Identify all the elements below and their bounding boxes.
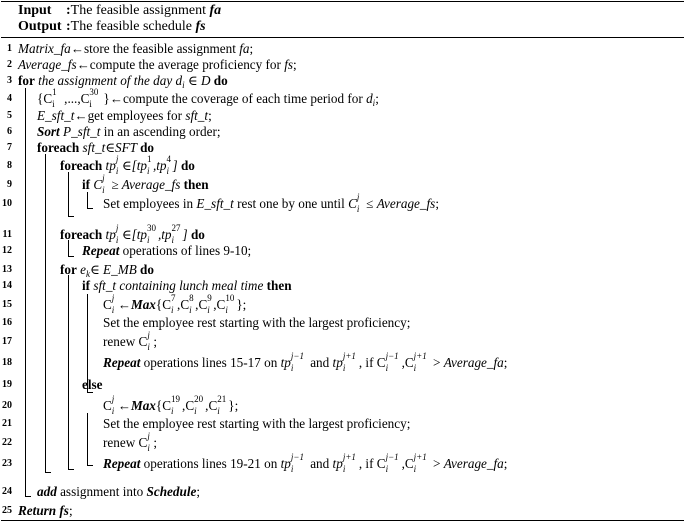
var: tp — [280, 456, 291, 471]
line-number: 14 — [2, 280, 12, 291]
var: sft_t — [185, 108, 209, 123]
superscript: j+1 — [413, 452, 427, 462]
matrix-fa-var: Matrix_fa — [18, 41, 71, 56]
subscript: i — [111, 406, 115, 416]
keyword: Sort — [37, 124, 60, 139]
subscript: i — [189, 305, 192, 315]
keyword: foreach — [60, 227, 103, 242]
subscript: i — [115, 235, 119, 245]
algo-line-19 — [82, 377, 103, 393]
text: ; — [375, 91, 379, 106]
subscript: i — [290, 363, 294, 373]
scope-tick — [68, 216, 74, 217]
superscript: 7 — [171, 293, 176, 303]
algo-line-15 — [103, 293, 247, 315]
text: C — [138, 334, 148, 349]
text: ; — [503, 456, 508, 471]
var: Average_fa — [443, 355, 504, 370]
keyword: else — [82, 377, 103, 392]
scope-tick — [68, 469, 74, 470]
text: Set the employee rest starting with the largest proficiency; — [103, 315, 411, 330]
superscript: 1 — [52, 87, 57, 97]
scope-bar-foreach-sft — [45, 154, 46, 472]
text: ; — [196, 484, 201, 499]
output-colon: : — [66, 19, 71, 34]
scope-tick — [25, 496, 31, 497]
var: d — [366, 91, 373, 106]
var: tp — [102, 227, 116, 242]
subscript: i — [413, 363, 417, 373]
algo-line-3 — [18, 73, 228, 89]
subscript: i — [147, 443, 150, 453]
subscript: i — [182, 80, 185, 90]
text: ←get employees for — [74, 108, 186, 123]
line-number: 16 — [2, 317, 12, 328]
keyword: do — [140, 140, 155, 155]
text: ] — [182, 227, 191, 242]
text: the assignment of the day — [34, 73, 176, 88]
var: e — [76, 262, 86, 277]
superscript: 27 — [171, 223, 181, 233]
text: Set employees in — [103, 196, 197, 211]
text: ,C — [205, 398, 218, 413]
scope-bar-if-coverage — [87, 192, 88, 208]
line-number: 3 — [7, 75, 12, 86]
subscript: i — [89, 99, 92, 109]
scope-tick — [87, 208, 93, 209]
algo-line-22 — [103, 431, 157, 453]
text: operations lines 15-17 on — [140, 355, 281, 370]
subscript: i — [207, 305, 210, 315]
var: tp — [102, 158, 116, 173]
text: {C — [155, 297, 172, 312]
scope-tick — [87, 465, 93, 466]
line-number: 2 — [7, 59, 12, 70]
text: ; — [208, 108, 212, 123]
line-number: 18 — [2, 357, 12, 368]
text: ; — [293, 57, 297, 72]
algo-line-8 — [60, 154, 195, 176]
var: fs — [284, 57, 294, 72]
text: ,C — [195, 297, 208, 312]
text: ; — [249, 41, 254, 56]
superscript: 21 — [217, 394, 227, 404]
subscript: i — [102, 185, 105, 195]
superscript: 20 — [194, 394, 204, 404]
algo-line-17 — [103, 330, 157, 352]
keyword: add — [37, 484, 57, 499]
algo-line-4 — [37, 87, 379, 109]
subscript: i — [115, 166, 119, 176]
subscript: i — [146, 235, 150, 245]
subscript: i — [171, 235, 175, 245]
var: C — [90, 177, 103, 192]
text: C — [376, 355, 386, 370]
subscript: i — [166, 166, 170, 176]
average-fs-var: Average_fs — [18, 57, 77, 72]
subscript: k — [86, 269, 90, 279]
keyword: Repeat — [82, 243, 120, 258]
input-text: The feasible assignment — [70, 3, 206, 18]
keyword: then — [266, 278, 292, 293]
text: ; — [435, 196, 439, 211]
text: ≤ — [362, 196, 377, 211]
subscript: i — [111, 305, 115, 315]
keyword: do — [180, 158, 195, 173]
var: Average_fs — [376, 196, 436, 211]
superscript: j−1 — [385, 351, 399, 361]
text: , if — [358, 456, 377, 471]
superscript: j−1 — [385, 452, 399, 462]
text: ] — [172, 158, 181, 173]
algo-line-7 — [37, 140, 154, 156]
var: P_sft_t — [59, 124, 101, 139]
scope-bar-foreach-tp-first — [68, 172, 69, 216]
line-number: 6 — [7, 126, 12, 137]
text: ,C — [182, 398, 195, 413]
line-number: 12 — [2, 245, 12, 256]
text: ,tp — [157, 227, 172, 242]
scope-bar-else — [87, 413, 88, 465]
line-number: 22 — [2, 437, 12, 448]
superscript: j+1 — [342, 351, 356, 361]
top-rule — [1, 1, 684, 2]
line-number: 17 — [2, 336, 12, 347]
superscript: j−1 — [290, 351, 304, 361]
var: sft_t∈SFT — [79, 140, 141, 155]
text: ∈[tp — [121, 158, 147, 173]
text: in an ascending order; — [100, 124, 221, 139]
line-number: 10 — [2, 198, 12, 209]
text: > — [429, 456, 444, 471]
subscript: i — [225, 305, 228, 315]
superscript: j — [147, 431, 150, 441]
superscript: j — [356, 192, 360, 202]
algo-line-20 — [103, 394, 239, 416]
line-number: 15 — [2, 299, 12, 310]
text: ; — [153, 435, 157, 450]
text: ≥ Average_fs — [108, 177, 184, 192]
text: ,C — [177, 297, 190, 312]
keyword: Return fs — [18, 503, 69, 518]
subscript: i — [356, 204, 360, 214]
var: Average_fa — [443, 456, 504, 471]
keyword: Schedule — [146, 484, 197, 499]
algo-line-18 — [103, 351, 508, 373]
text: C — [103, 297, 112, 312]
algo-line-9 — [82, 173, 209, 195]
var: tp — [280, 355, 291, 370]
algo-line-23 — [103, 452, 508, 474]
algo-line-12 — [82, 243, 251, 259]
algo-line-11 — [60, 223, 205, 245]
scope-tick — [45, 472, 51, 473]
keyword: do — [213, 73, 228, 88]
scope-tick — [68, 256, 74, 257]
text: {C — [37, 91, 53, 106]
line-number: 23 — [2, 458, 12, 469]
text: sft_t containing lunch meal time — [90, 278, 267, 293]
algo-line-25 — [18, 503, 73, 519]
scope-bar-for-day — [25, 88, 26, 496]
text: ∈ E_MB — [90, 262, 141, 277]
keyword: foreach — [37, 140, 80, 155]
text: and — [306, 355, 333, 370]
algo-line-10 — [103, 192, 439, 214]
text: ,...,C — [64, 91, 90, 106]
superscript: 8 — [189, 293, 194, 303]
text: renew — [103, 334, 139, 349]
var: tp — [332, 355, 343, 370]
text: ,C — [213, 297, 226, 312]
text: operations of lines 9-10; — [119, 243, 252, 258]
text: C — [376, 456, 386, 471]
text: rest one by one until — [233, 196, 349, 211]
keyword: Repeat — [103, 355, 141, 370]
superscript: 30 — [146, 223, 156, 233]
superscript: j+1 — [342, 452, 356, 462]
line-number: 13 — [2, 264, 12, 275]
text: ← — [117, 398, 131, 413]
superscript: j — [147, 330, 150, 340]
subscript: i — [413, 464, 417, 474]
var: d — [175, 73, 183, 88]
var: fa — [239, 41, 250, 56]
text: ∈ D — [184, 73, 214, 88]
text: ,C — [401, 355, 414, 370]
superscript: 10 — [225, 293, 235, 303]
algo-line-2 — [18, 57, 297, 73]
keyword: Max — [130, 398, 156, 413]
subscript: i — [342, 464, 346, 474]
keyword: Repeat — [103, 456, 141, 471]
var: C — [348, 196, 357, 211]
superscript: j — [102, 173, 105, 183]
keyword: foreach — [60, 158, 103, 173]
subscript: i — [171, 406, 174, 416]
var: tp — [332, 456, 343, 471]
subscript: i — [290, 464, 294, 474]
text: ←compute the average proficiency for — [76, 57, 285, 72]
text: operations lines 19-21 on — [140, 456, 281, 471]
keyword: if — [82, 177, 91, 192]
algo-line-5 — [37, 108, 212, 124]
subscript: i — [372, 98, 376, 108]
var: E_sft_t — [37, 108, 75, 123]
output-text: The feasible schedule — [70, 19, 192, 34]
text: , if — [358, 355, 377, 370]
line-number: 11 — [2, 229, 12, 240]
superscript: j−1 — [290, 452, 304, 462]
line-number: 1 — [7, 43, 12, 54]
text: }←compute the coverage of each time period for — [103, 91, 367, 106]
subscript: i — [385, 464, 389, 474]
line-number: 7 — [7, 142, 12, 153]
text: renew — [103, 435, 139, 450]
line-number: 21 — [2, 418, 12, 429]
superscript: 19 — [171, 394, 181, 404]
line-number: 19 — [2, 379, 12, 390]
line-number: 8 — [7, 160, 12, 171]
subscript: i — [171, 305, 174, 315]
text: assignment into — [56, 484, 147, 499]
algo-line-13 — [60, 262, 154, 278]
text: C — [103, 398, 112, 413]
text: Set the employee rest starting with the largest proficiency; — [103, 416, 411, 431]
superscript: j — [111, 394, 115, 404]
line-number: 20 — [2, 400, 12, 411]
superscript: j+1 — [413, 351, 427, 361]
bottom-rule — [1, 520, 684, 521]
subscript: i — [217, 406, 220, 416]
subscript: i — [342, 363, 346, 373]
line-number: 25 — [2, 505, 12, 516]
keyword: if — [82, 278, 91, 293]
superscript: 1 — [146, 154, 152, 164]
input-var: fa — [209, 3, 222, 18]
algo-line-6 — [37, 124, 221, 140]
subscript: i — [146, 166, 150, 176]
var: E_sft_t — [196, 196, 234, 211]
scope-bar-for-employee — [68, 275, 69, 469]
text: ; — [503, 355, 508, 370]
text: ,tp — [152, 158, 167, 173]
text: }; — [236, 297, 247, 312]
keyword: Max — [130, 297, 156, 312]
text: and — [306, 456, 333, 471]
superscript: 4 — [166, 154, 172, 164]
output-keyword: Output — [18, 19, 62, 34]
text: ∈[tp — [121, 227, 147, 242]
superscript: j — [111, 293, 115, 303]
text: ; — [68, 503, 73, 518]
subscript: i — [194, 406, 197, 416]
header-rule — [1, 37, 684, 38]
text: {C — [155, 398, 172, 413]
output-line — [18, 19, 206, 35]
input-line — [18, 3, 221, 19]
input-colon: : — [66, 3, 71, 18]
keyword: for — [18, 73, 35, 88]
keyword: do — [140, 262, 154, 277]
algo-line-1 — [18, 41, 253, 57]
line-number: 9 — [7, 179, 12, 190]
subscript: i — [52, 99, 55, 109]
input-keyword: Input — [18, 3, 52, 18]
algo-line-24 — [37, 484, 200, 500]
keyword: then — [183, 177, 209, 192]
superscript: 30 — [89, 87, 99, 97]
subscript: i — [385, 363, 389, 373]
text: C — [138, 435, 148, 450]
line-number: 4 — [7, 93, 12, 104]
superscript: j — [115, 154, 119, 164]
subscript: i — [147, 342, 150, 352]
text: > — [429, 355, 444, 370]
text: ; — [153, 334, 157, 349]
keyword: for — [60, 262, 77, 277]
line-number: 5 — [7, 110, 12, 121]
output-var: fs — [195, 19, 206, 34]
line-number: 24 — [2, 486, 12, 497]
superscript: 9 — [207, 293, 212, 303]
text: ←store the feasible assignment — [70, 41, 240, 56]
keyword: do — [190, 227, 205, 242]
text: ,C — [401, 456, 414, 471]
text: ← — [117, 297, 131, 312]
text: }; — [228, 398, 239, 413]
superscript: j — [115, 223, 119, 233]
